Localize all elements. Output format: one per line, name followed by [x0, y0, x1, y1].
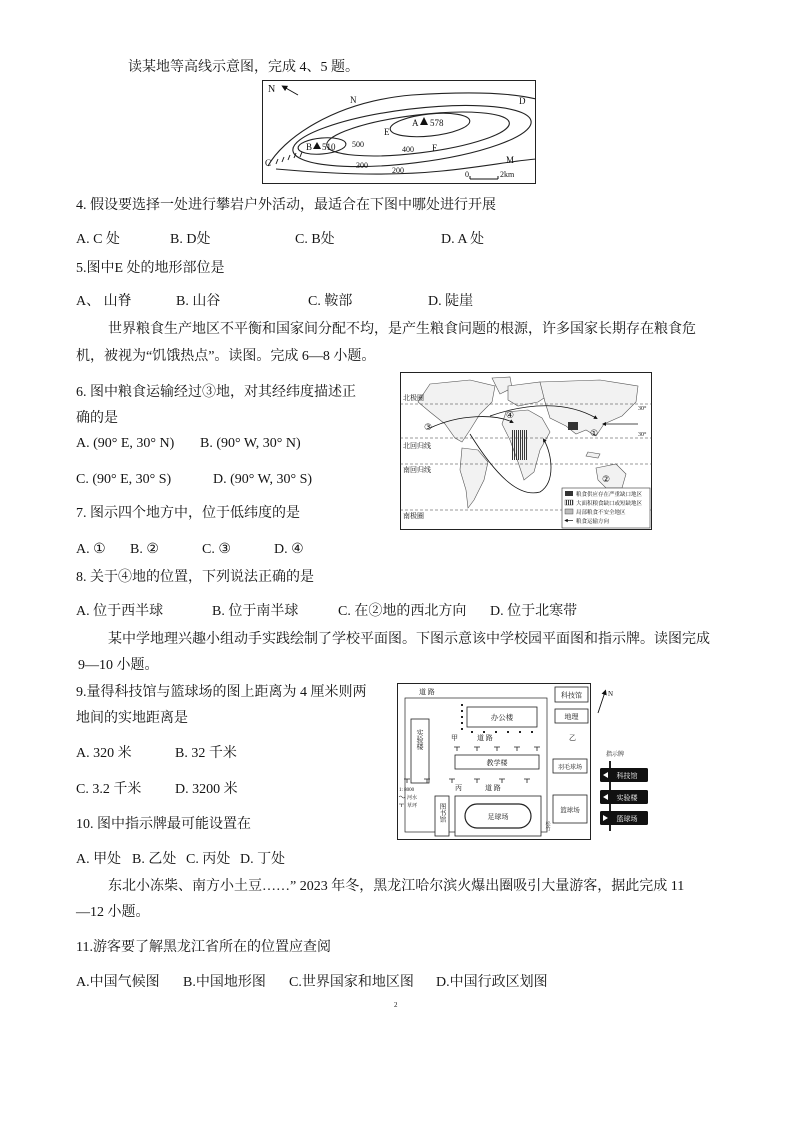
q7-option-c: C. ③: [202, 542, 231, 557]
intro-q9-10-line-1: 某中学地理兴趣小组动手实践绘制了学校平面图。下图示意该中学校园平面图和指示牌。读图完成: [108, 632, 710, 647]
q4-option-c: C. B处: [295, 232, 335, 247]
legend-swatch-local: [565, 509, 573, 514]
sign-basketball-label: 篮球场: [616, 815, 638, 823]
q10-stem: 10. 图中指示牌最可能设置在: [76, 817, 251, 832]
q6-option-a: A. (90° E, 30° N): [76, 436, 175, 451]
scale-length: 2km: [500, 170, 515, 179]
library-label: 图书馆: [438, 803, 446, 823]
q4-stem: 4. 假设要选择一处进行攀岩户外活动，最适合在下图中哪处进行开展: [76, 198, 496, 213]
point-yi: 乙: [569, 734, 576, 742]
legend-item-widespread: 大面积粮食缺口或短缺地区: [576, 501, 643, 507]
label-arctic-circle: 北极圈: [403, 394, 424, 402]
badminton-court-label: 羽毛球场: [557, 765, 583, 771]
football-field-label: 足球场: [487, 813, 509, 821]
marker-1: ①: [590, 429, 599, 439]
q6-stem-line-2: 确的是: [76, 411, 118, 426]
label-f: F: [432, 143, 438, 153]
legend-lawn-label: 草坪: [407, 804, 418, 809]
lat-tick-30: 30°: [638, 432, 647, 438]
q7-stem: 7. 图示四个地方中，位于低纬度的是: [76, 506, 300, 521]
label-a-elevation: 578: [430, 118, 444, 128]
food-shortage-region-hatched: [512, 430, 528, 460]
marker-4: ④: [506, 411, 515, 421]
intro-q9-10-line-2: 9—10 小题。: [78, 658, 159, 673]
signboard-title: 指示牌: [606, 752, 625, 758]
q6-option-c: C. (90° E, 30° S): [76, 472, 172, 487]
road-label-bottom: 道 路: [485, 784, 501, 792]
basketball-court-label: 篮球场: [560, 807, 580, 814]
q8-stem: 8. 关于④地的位置，下列说法正确的是: [76, 570, 314, 585]
pine-bamboo-label: 松竹: [544, 821, 550, 831]
q7-option-a: A. ①: [76, 542, 106, 557]
q6-option-b: B. (90° W, 30° N): [200, 436, 301, 451]
legend-item-severe: 粮食供应存在严重缺口地区: [576, 492, 643, 498]
q4-option-a: A. C 处: [76, 232, 120, 247]
intro-q4-5: 读某地等高线示意图，完成 4、5 题。: [128, 60, 359, 75]
q9-option-b: B. 32 千米: [175, 746, 237, 761]
sign-science-museum-label: 科技馆: [616, 772, 638, 780]
q5-option-d: D. 陡崖: [428, 294, 474, 309]
legend-item-local: 局部粮食不安全地区: [576, 510, 626, 516]
label-b-elevation: 510: [322, 142, 336, 152]
q11-stem: 11.游客要了解黑龙江省所在的位置应查阅: [76, 940, 331, 955]
intro-q6-8-line-1: 世界粮食生产地区不平衡和国家间分配不均，是产生粮食问题的根源，许多国家长期存在粮食危: [108, 322, 696, 337]
north-label: N: [268, 84, 276, 95]
label-a: A: [412, 118, 419, 128]
legend-river-label: 河水: [407, 796, 418, 801]
label-tropic-of-capricorn: 南回归线: [403, 466, 431, 474]
q9-option-c: C. 3.2 千米: [76, 782, 142, 797]
q8-option-c: C. 在②地的西北方向: [338, 604, 467, 619]
scale-zero: 0: [465, 170, 469, 179]
q11-option-c: C.世界国家和地区图: [289, 975, 414, 990]
sign-lab-label: 实验楼: [616, 794, 638, 802]
q5-option-a: A、 山脊: [76, 294, 132, 309]
q10-option-d: D. 丁处: [240, 852, 286, 867]
office-building-label: 办公楼: [490, 713, 514, 722]
teaching-building-label: 教学楼: [486, 759, 508, 767]
q5-option-c: C. 鞍部: [308, 294, 353, 309]
north-label: N: [608, 690, 614, 698]
label-n: N: [350, 95, 357, 105]
label-e: E: [384, 127, 390, 137]
q10-option-c: C. 丙处: [186, 852, 231, 867]
page-number: 2: [394, 1001, 398, 1009]
contour-map-figure: [262, 80, 536, 184]
q8-option-b: B. 位于南半球: [212, 604, 299, 619]
marker-3: ③: [424, 423, 433, 433]
label-antarctic-circle: 南极圈: [403, 512, 424, 520]
q9-stem-line-2: 地间的实地距离是: [76, 711, 188, 726]
legend-swatch-severe: [565, 491, 573, 496]
world-food-map-figure: [400, 372, 652, 530]
point-bing: 丙: [455, 784, 462, 792]
school-plan-figure: [397, 683, 653, 841]
q6-stem-line-1: 6. 图中粮食运输经过③地，对其经纬度描述正: [76, 385, 356, 400]
q5-stem: 5.图中E 处的地形部位是: [76, 261, 225, 276]
lab-building-label: 实验楼: [416, 729, 424, 750]
q11-option-d: D.中国行政区划图: [436, 975, 548, 990]
label-200: 200: [392, 166, 404, 175]
q4-option-d: D. A 处: [441, 232, 485, 247]
label-500: 500: [352, 140, 364, 149]
food-shortage-region-dark: [568, 422, 578, 430]
label-300: 300: [356, 161, 368, 170]
intro-q11-12-line-2: —12 小题。: [76, 905, 150, 920]
q7-option-b: B. ②: [130, 542, 159, 557]
scale-label: 1: 8000: [399, 788, 415, 793]
label-m: M: [506, 155, 515, 165]
legend-item-transport: 粮食运输方向: [576, 519, 610, 525]
intro-q11-12-line-1: 东北小冻柴、南方小土豆……” 2023 年冬，黑龙江哈尔滨火爆出圈吸引大量游客，据此完成 11: [108, 879, 685, 894]
q5-option-b: B. 山谷: [176, 294, 221, 309]
q9-stem-line-1: 9.量得科技馆与篮球场的图上距离为 4 厘米则两: [76, 685, 367, 700]
q7-option-d: D. ④: [274, 542, 304, 557]
north-arrow-icon: [598, 692, 605, 713]
intro-q6-8-line-2: 机，被视为“饥饿热点”。读图。完成 6—8 小题。: [76, 349, 376, 364]
science-museum-label: 科技馆: [561, 691, 582, 700]
q9-option-a: A. 320 米: [76, 746, 132, 761]
point-jia: 甲: [451, 734, 458, 742]
label-c: C: [265, 158, 272, 168]
q10-option-a: A. 甲处: [76, 852, 122, 867]
marker-2: ②: [602, 475, 611, 485]
road-label-middle: 道 路: [477, 734, 493, 742]
lat-tick-30-north: 30°: [638, 406, 647, 412]
q8-option-d: D. 位于北寒带: [490, 604, 578, 619]
q9-option-d: D. 3200 米: [175, 782, 238, 797]
label-tropic-of-cancer: 北回归线: [403, 442, 431, 450]
label-d: D: [519, 96, 526, 106]
label-b: B: [306, 142, 313, 152]
geography-garden-label: 地理: [564, 713, 579, 721]
road-label-top: 道 路: [419, 688, 435, 696]
legend-swatch-widespread: [565, 500, 573, 505]
q11-option-a: A.中国气候图: [76, 975, 160, 990]
q8-option-a: A. 位于西半球: [76, 604, 164, 619]
q11-option-b: B.中国地形图: [183, 975, 266, 990]
q4-option-b: B. D处: [170, 232, 211, 247]
q10-option-b: B. 乙处: [132, 852, 177, 867]
label-400: 400: [402, 145, 414, 154]
world-map-legend: [562, 488, 650, 528]
q6-option-d: D. (90° W, 30° S): [213, 472, 313, 487]
